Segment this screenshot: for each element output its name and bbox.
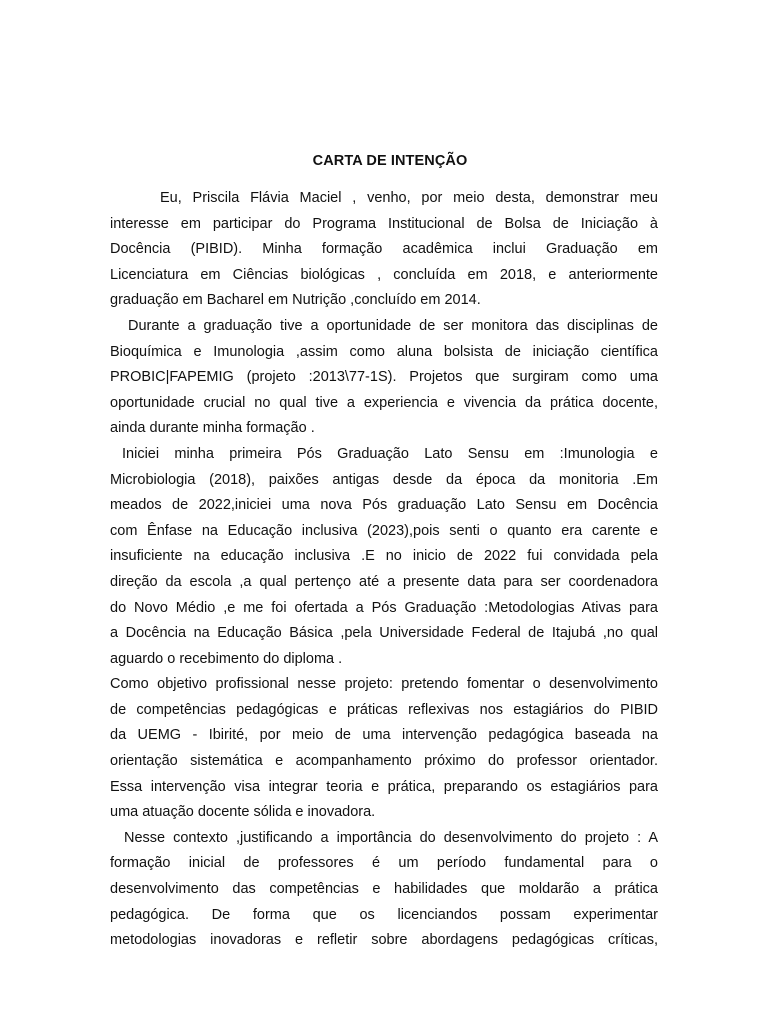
letter-title: CARTA DE INTENÇÃO [312, 153, 468, 169]
text-line: aguardo o recebimento do diploma . [110, 650, 343, 667]
text-line: Essa intervenção visa integrar teoria e prática, preparando os estagiários para [110, 778, 658, 795]
letter-body [110, 186, 658, 954]
text-line: da UEMG - Ibirité, por meio de uma intervenção pedagógica baseada na [110, 727, 658, 744]
text-line: metodologias inovadoras e refletir sobre abordagens pedagógicas críticas, [110, 932, 658, 949]
text-line: Bioquímica e Imunologia ,assim como aluna bolsista de iniciação científica [110, 343, 658, 360]
text-line: pedagógica. De forma que os licenciandos possam experimentar [110, 906, 658, 923]
text-line: com Ênfase na Educação inclusiva (2023),pois senti o quanto era carente e [110, 522, 658, 539]
text-line: Microbiologia (2018), paixões antigas desde da época da monitoria .Em [110, 471, 658, 488]
text-line: desenvolvimento das competências e habilidades que moldarão a prática [110, 881, 658, 898]
text-line: graduação em Bacharel em Nutrição ,concluído em 2014. [110, 292, 481, 309]
text-line: ainda durante minha formação . [110, 420, 315, 437]
text-line: orientação sistemática e acompanhamento próximo do professor orientador. [110, 753, 658, 770]
text-line: Eu, Priscila Flávia Maciel , venho, por meio desta, demonstrar meu [160, 190, 658, 206]
text-line: de competências pedagógicas e práticas reflexivas nos estagiários do PIBID [110, 701, 658, 718]
text-line: Licenciatura em Ciências biológicas , concluída em 2018, e anteriormente [110, 266, 658, 283]
text-line: insuficiente na educação inclusiva .E no inicio de 2022 fui convidada pela [110, 548, 658, 565]
text-line: formação inicial de professores é um período fundamental para o [110, 855, 658, 872]
text-line: Como objetivo profissional nesse projeto: pretendo fomentar o desenvolvimento [110, 676, 658, 693]
text-line: Docência (PIBID). Minha formação acadêmica inclui Graduação em [110, 241, 658, 258]
text-line: do Novo Médio ,e me foi ofertada a Pós Graduação :Metodologias Ativas para [110, 599, 658, 616]
text-line: Nesse contexto ,justificando a importância do desenvolvimento do projeto : A [124, 829, 658, 846]
text-line: direção da escola ,a qual pertenço até a presente data para ser coordenadora [110, 573, 658, 590]
text-line: oportunidade crucial no qual tive a experiencia e vivencia da prática docente, [110, 394, 658, 411]
text-line: a Docência na Educação Básica ,pela Universidade Federal de Itajubá ,no qual [110, 625, 658, 642]
text-line: meados de 2022,iniciei uma nova Pós graduação Lato Sensu em Docência [110, 497, 658, 514]
text-line: Durante a graduação tive a oportunidade de ser monitora das disciplinas de [128, 317, 658, 334]
text-line: PROBIC|FAPEMIG (projeto :2013\77-1S). Projetos que surgiram como uma [110, 369, 658, 386]
text-line: Iniciei minha primeira Pós Graduação Lato Sensu em :Imunologia e [122, 445, 658, 462]
text-line: interesse em participar do Programa Institucional de Bolsa de Iniciação à [110, 215, 658, 232]
text-line: uma atuação docente sólida e inovadora. [110, 804, 376, 821]
